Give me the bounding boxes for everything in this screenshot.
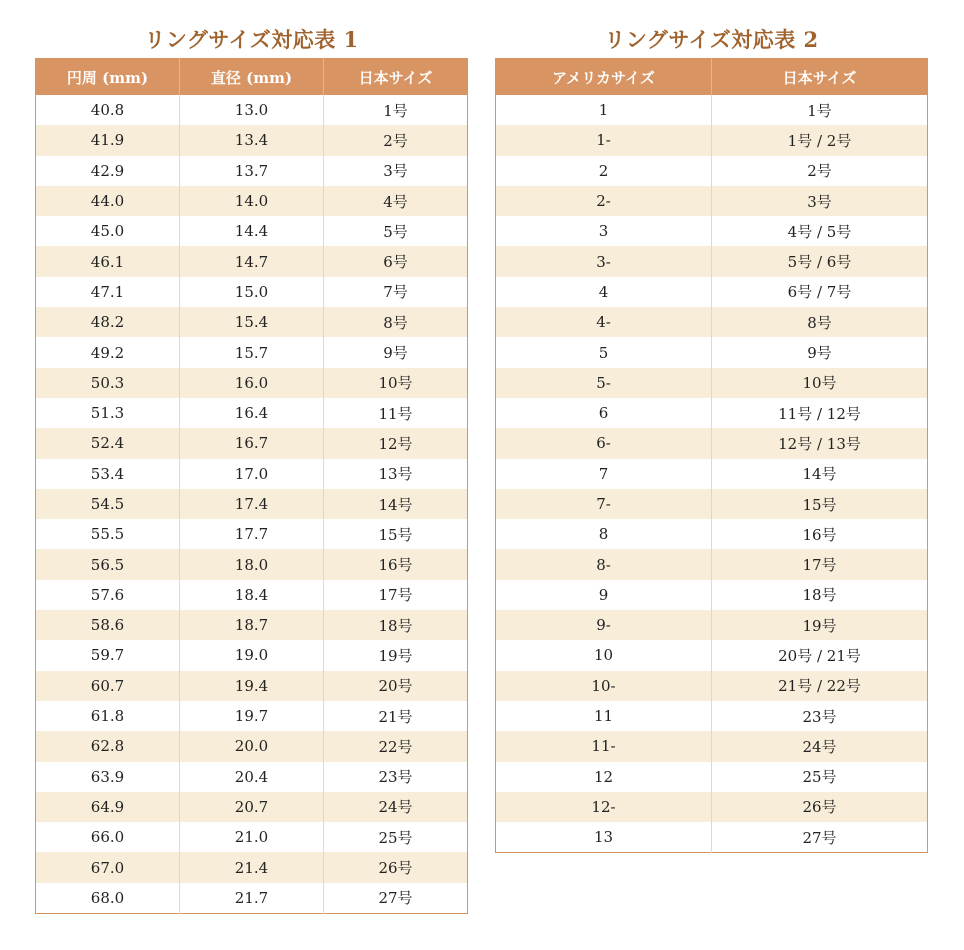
japan-size-cell: 20号 [324,671,468,701]
diameter-cell: 18.0 [180,549,324,579]
japan-size-cell: 3号 [324,156,468,186]
japan-size-cell: 16号 [324,549,468,579]
japan-size-cell: 17号 [712,549,928,579]
circumference-cell: 63.9 [36,762,180,792]
us-size-cell: 9 [496,580,712,610]
circumference-cell: 47.1 [36,277,180,307]
circumference-cell: 50.3 [36,368,180,398]
japan-size-cell: 5号 [324,216,468,246]
us-size-cell: 12- [496,792,712,822]
japan-size-cell: 18号 [324,610,468,640]
diameter-cell: 17.4 [180,489,324,519]
us-size-cell: 12 [496,762,712,792]
us-size-cell: 1- [496,125,712,155]
japan-size-cell: 25号 [324,822,468,852]
diameter-cell: 19.7 [180,701,324,731]
japan-size-cell: 6号 / 7号 [712,277,928,307]
japan-size-cell: 1号 [324,95,468,125]
circumference-cell: 40.8 [36,95,180,125]
table-row [36,852,468,882]
us-size-cell: 6- [496,428,712,458]
table-row [496,428,928,458]
japan-size-cell: 24号 [324,792,468,822]
circumference-cell: 42.9 [36,156,180,186]
japan-size-cell: 9号 [712,337,928,367]
diameter-cell: 13.7 [180,156,324,186]
japan-size-cell: 8号 [712,307,928,337]
table-row [36,580,468,610]
us-size-cell: 10- [496,671,712,701]
japan-size-cell: 21号 [324,701,468,731]
diameter-cell: 17.0 [180,459,324,489]
table-2-header-row [496,59,928,96]
table-1-body [36,95,468,914]
table-row [496,731,928,761]
us-size-cell: 7 [496,459,712,489]
japan-size-cell: 15号 [324,519,468,549]
table-row [36,95,468,125]
diameter-cell: 13.0 [180,95,324,125]
table-row [496,307,928,337]
japan-size-cell: 22号 [324,731,468,761]
table-1-title: リングサイズ対応表 1 [144,27,359,52]
circumference-cell: 53.4 [36,459,180,489]
japan-size-cell: 2号 [324,125,468,155]
table-row [36,459,468,489]
circumference-cell: 59.7 [36,640,180,670]
us-size-cell: 1 [496,95,712,125]
japan-size-cell: 15号 [712,489,928,519]
table-row [496,519,928,549]
table-row [36,671,468,701]
column-header-japan-size: 日本サイズ [712,59,928,96]
japan-size-cell: 18号 [712,580,928,610]
diameter-cell: 14.4 [180,216,324,246]
table-row [36,216,468,246]
japan-size-cell: 20号 / 21号 [712,640,928,670]
diameter-cell: 21.4 [180,852,324,882]
table-row [496,792,928,822]
table-row [496,95,928,125]
japan-size-cell: 27号 [324,883,468,914]
ring-size-table-1 [35,58,468,914]
circumference-cell: 45.0 [36,216,180,246]
japan-size-cell: 4号 [324,186,468,216]
table-row [496,640,928,670]
us-size-cell: 3 [496,216,712,246]
table-row [496,216,928,246]
us-size-cell: 11- [496,731,712,761]
japan-size-cell: 4号 / 5号 [712,216,928,246]
circumference-cell: 44.0 [36,186,180,216]
table-row [36,428,468,458]
us-size-cell: 8- [496,549,712,579]
circumference-cell: 60.7 [36,671,180,701]
circumference-cell: 57.6 [36,580,180,610]
circumference-cell: 66.0 [36,822,180,852]
japan-size-cell: 8号 [324,307,468,337]
table-row [496,671,928,701]
table-row [36,489,468,519]
diameter-cell: 13.4 [180,125,324,155]
table-row [496,762,928,792]
japan-size-cell: 5号 / 6号 [712,246,928,276]
table-row [496,156,928,186]
table-row [36,125,468,155]
table-row [36,307,468,337]
table-2-title: リングサイズ対応表 2 [604,27,819,52]
japan-size-cell: 6号 [324,246,468,276]
ring-size-table-2 [495,58,928,853]
us-size-cell: 11 [496,701,712,731]
circumference-cell: 64.9 [36,792,180,822]
japan-size-cell: 17号 [324,580,468,610]
circumference-cell: 52.4 [36,428,180,458]
table-row [496,701,928,731]
us-size-cell: 13 [496,822,712,853]
diameter-cell: 15.7 [180,337,324,367]
us-size-cell: 8 [496,519,712,549]
japan-size-cell: 3号 [712,186,928,216]
diameter-cell: 20.0 [180,731,324,761]
japan-size-cell: 10号 [712,368,928,398]
table-row [36,549,468,579]
table-row [496,822,928,853]
diameter-cell: 20.7 [180,792,324,822]
table-row [36,883,468,914]
table-row [36,792,468,822]
table-row [496,337,928,367]
table-row [36,640,468,670]
table-row [496,246,928,276]
table-row [496,368,928,398]
circumference-cell: 68.0 [36,883,180,914]
diameter-cell: 16.0 [180,368,324,398]
table-row [36,610,468,640]
japan-size-cell: 27号 [712,822,928,853]
diameter-cell: 21.7 [180,883,324,914]
column-header-circumference: 円周 (mm) [36,59,180,96]
table-row [36,277,468,307]
japan-size-cell: 26号 [712,792,928,822]
diameter-cell: 19.4 [180,671,324,701]
japan-size-cell: 25号 [712,762,928,792]
circumference-cell: 54.5 [36,489,180,519]
diameter-cell: 17.7 [180,519,324,549]
circumference-cell: 62.8 [36,731,180,761]
us-size-cell: 10 [496,640,712,670]
japan-size-cell: 2号 [712,156,928,186]
us-size-cell: 6 [496,398,712,428]
diameter-cell: 14.7 [180,246,324,276]
diameter-cell: 16.4 [180,398,324,428]
circumference-cell: 51.3 [36,398,180,428]
table-row [496,610,928,640]
diameter-cell: 14.0 [180,186,324,216]
table-2-body [496,95,928,853]
table-row [36,731,468,761]
us-size-cell: 7- [496,489,712,519]
table-1-header-row [36,59,468,96]
column-header-diameter: 直径 (mm) [180,59,324,96]
japan-size-cell: 23号 [712,701,928,731]
japan-size-cell: 19号 [324,640,468,670]
table-row [36,519,468,549]
table-row [496,186,928,216]
japan-size-cell: 23号 [324,762,468,792]
table-row [496,489,928,519]
table-row [496,459,928,489]
table-row [36,762,468,792]
ring-size-table-2-section [495,0,928,853]
japan-size-cell: 19号 [712,610,928,640]
japan-size-cell: 13号 [324,459,468,489]
table-row [496,549,928,579]
us-size-cell: 4 [496,277,712,307]
japan-size-cell: 10号 [324,368,468,398]
circumference-cell: 46.1 [36,246,180,276]
circumference-cell: 49.2 [36,337,180,367]
diameter-cell: 15.0 [180,277,324,307]
us-size-cell: 4- [496,307,712,337]
ring-size-table-1-section [35,0,468,914]
circumference-cell: 41.9 [36,125,180,155]
japan-size-cell: 1号 [712,95,928,125]
column-header-japan-size: 日本サイズ [324,59,468,96]
table-row [36,822,468,852]
diameter-cell: 18.7 [180,610,324,640]
diameter-cell: 20.4 [180,762,324,792]
japan-size-cell: 12号 / 13号 [712,428,928,458]
japan-size-cell: 21号 / 22号 [712,671,928,701]
diameter-cell: 15.4 [180,307,324,337]
japan-size-cell: 16号 [712,519,928,549]
circumference-cell: 56.5 [36,549,180,579]
diameter-cell: 21.0 [180,822,324,852]
table-row [36,186,468,216]
diameter-cell: 16.7 [180,428,324,458]
table-row [36,398,468,428]
column-header-us-size: アメリカサイズ [496,59,712,96]
japan-size-cell: 14号 [324,489,468,519]
japan-size-cell: 11号 / 12号 [712,398,928,428]
table-row [36,246,468,276]
us-size-cell: 2- [496,186,712,216]
table-row [496,580,928,610]
japan-size-cell: 7号 [324,277,468,307]
us-size-cell: 2 [496,156,712,186]
circumference-cell: 48.2 [36,307,180,337]
circumference-cell: 58.6 [36,610,180,640]
us-size-cell: 5- [496,368,712,398]
table-row [36,368,468,398]
table-row [36,701,468,731]
circumference-cell: 55.5 [36,519,180,549]
japan-size-cell: 26号 [324,852,468,882]
table-row [496,125,928,155]
japan-size-cell: 11号 [324,398,468,428]
diameter-cell: 18.4 [180,580,324,610]
table-row [496,277,928,307]
us-size-cell: 5 [496,337,712,367]
japan-size-cell: 9号 [324,337,468,367]
table-row [496,398,928,428]
us-size-cell: 3- [496,246,712,276]
japan-size-cell: 12号 [324,428,468,458]
circumference-cell: 61.8 [36,701,180,731]
circumference-cell: 67.0 [36,852,180,882]
japan-size-cell: 14号 [712,459,928,489]
japan-size-cell: 24号 [712,731,928,761]
us-size-cell: 9- [496,610,712,640]
table-row [36,337,468,367]
diameter-cell: 19.0 [180,640,324,670]
japan-size-cell: 1号 / 2号 [712,125,928,155]
table-row [36,156,468,186]
